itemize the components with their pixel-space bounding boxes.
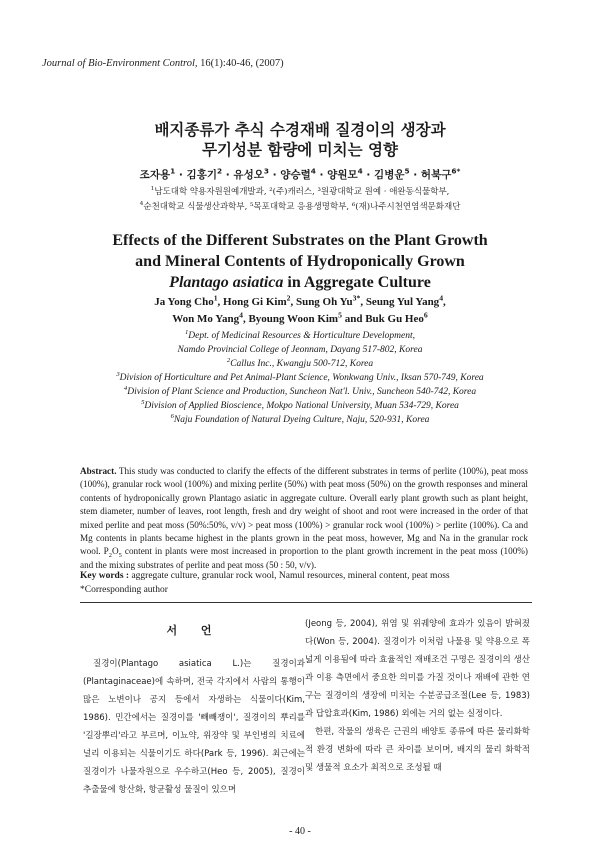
english-author-sup: 3* xyxy=(352,293,361,303)
english-author: Byoung Woon Kim xyxy=(248,313,339,325)
affil-text: Namdo Provincial College of Jeonnam, Dayang 517-802, Korea xyxy=(177,345,423,355)
korean-author-1: 조자용 xyxy=(139,169,171,181)
journal-citation xyxy=(42,58,284,69)
affil-sup: 5 xyxy=(141,398,145,406)
korean-affil-sup: 4 xyxy=(139,200,144,208)
english-author-sup: 4 xyxy=(439,293,444,303)
english-author-sup: 2 xyxy=(286,293,291,303)
english-affiliation xyxy=(0,371,600,385)
section-divider xyxy=(80,602,532,603)
author-separator: · xyxy=(409,169,421,181)
affil-sup: 3 xyxy=(116,370,120,378)
korean-author-2: 김홍기 xyxy=(186,169,217,181)
author-separator: · xyxy=(315,169,328,181)
author-separator: · xyxy=(362,169,375,181)
english-title xyxy=(0,230,600,293)
affil-text: Division of Plant Science and Production, Suncheon Nat'l. Univ., Suncheon 540-742, Korea xyxy=(127,387,477,397)
korean-author-7: 허북구 xyxy=(420,169,452,181)
korean-affil-text: 남도대학 약용자원원예개발과, ²(주)캐러스, ³원광대학교 원예 · 애완동식물학부, xyxy=(154,187,450,197)
affil-text: Division of Applied Bioscience, Mokpo National University, Muan 534-729, Korea xyxy=(144,401,459,411)
english-affiliation xyxy=(0,343,600,357)
english-author: Seung Yul Yang xyxy=(365,296,440,308)
abstract-text: content in plants were most increased in proportion to the plant growth increment in the peat moss (100%) and the mixing substrates of perlite and peat moss (50 : 50, v/v). xyxy=(80,546,528,570)
journal-ref: 16(1):40-46, (2007) xyxy=(200,58,284,69)
korean-authors xyxy=(0,167,600,182)
korean-author-4-sup: 4 xyxy=(310,166,316,176)
english-author-sup: 1 xyxy=(213,293,218,303)
affil-text: Naju Foundation of Natural Dyeing Culture, Naju, 520-931, Korea xyxy=(173,415,430,425)
english-authors-line1: Ja Yong Cho$^1$, Hong Gi Kim$^2$, Sung Oh $Yu^{3*}$, Seung Yul Yang$^4$, xyxy=(154,293,446,308)
abstract-subscript: 2 xyxy=(108,552,113,560)
english-affiliation xyxy=(0,399,600,413)
korean-affil-text: 순천대학교 식물생산과학부, ⁵목포대학교 응용생명학부, ⁶(재)나주시천연염색문화재단 xyxy=(143,202,461,212)
english-affiliation xyxy=(0,329,600,343)
korean-title-line1: 배지종류가 추식 수경재배 질경이의 생장과 xyxy=(154,121,446,139)
english-author: Ja Yong Cho xyxy=(154,296,214,308)
english-title-line2: and Mineral Contents of Hydroponically Grown xyxy=(135,253,465,270)
section-heading-introduction: 서 언 xyxy=(166,624,222,637)
english-author-sup: 4 xyxy=(239,310,243,320)
page-number: - 40 - xyxy=(289,826,311,837)
korean-author-6-sup: 5 xyxy=(404,166,410,176)
korean-author-3-sup: 3 xyxy=(263,166,269,176)
english-author: Won Mo Yang xyxy=(172,313,240,325)
abstract xyxy=(80,465,528,572)
english-author-sup: 6 xyxy=(423,310,428,320)
korean-author-5-sup: 4 xyxy=(357,166,363,176)
korean-affiliation-line2 xyxy=(0,200,600,215)
affil-text: Callus Inc., Kwangju 500-712, Korea xyxy=(230,359,374,369)
english-affiliation xyxy=(0,385,600,399)
korean-affiliation-line1 xyxy=(0,185,600,200)
body-paragraph: 질경이(Plantago asiatica L.)는 질경이과(Plantaginaceae)에 속하며, 전국 각지에서 사람의 통행이 많은 노변이나 공지 등에서 자생하는 식물이다(Kim, 1986). 민간에서는 질경이를 '빼빼쟁이', 질경이의 뿌리를 '길장뿌리'라고 부르며, 이뇨약, 위장약 및 부인병의 치료에 널리 이용되는 식물이기도 하다(Park 등, 1996). 최근에는 질경이가 나물자원으로 우수하고(Heo 등, 2005), 질경이 추출물에 항산화, 항균활성 물질이 있으며 xyxy=(83,659,305,795)
body-column-left xyxy=(83,615,305,799)
affil-sup: 6 xyxy=(170,412,174,420)
body-column-right xyxy=(305,615,530,777)
abstract-text: O xyxy=(112,546,119,557)
korean-affiliations xyxy=(0,185,600,215)
english-authors-line2: Won Mo Yang$^4$, Byoung Woon Kim$^5$ and Buk Gu Heo$^6$ xyxy=(172,310,428,325)
english-title-line3-rest: in Aggregate Culture xyxy=(283,274,431,291)
korean-title-line2: 무기성분 함량에 미치는 영향 xyxy=(202,141,398,159)
english-author: Sung Oh Yu xyxy=(295,296,353,308)
affil-sup: 4 xyxy=(123,384,128,392)
affil-text: Dept. of Medicinal Resources & Horticulture Development, xyxy=(188,331,416,341)
author-separator: · xyxy=(222,169,234,181)
korean-title xyxy=(0,120,600,160)
author-separator: · xyxy=(268,169,281,181)
korean-author-5: 양원모 xyxy=(327,169,358,181)
korean-affil-sup: 1 xyxy=(150,185,155,193)
corresponding-author-note: *Corresponding author xyxy=(80,585,168,595)
journal-name: Journal of Bio-Environment Control, xyxy=(42,58,198,69)
english-title-line3 xyxy=(0,272,600,293)
body-paragraph: 한편, 작물의 생육은 근권의 배양토 종류에 따른 물리화학적 환경 변화에 따라 큰 차이를 보이며, 배지의 물리 화학적 및 생물적 요소가 최적으로 조성될 때 xyxy=(305,727,530,773)
korean-author-2-sup: 2 xyxy=(216,166,223,176)
english-author: Hong Gi Kim xyxy=(223,296,287,308)
korean-author-7-sup: 6* xyxy=(451,166,461,176)
english-affiliation xyxy=(0,357,600,371)
author-separator: · xyxy=(175,169,187,181)
korean-author-3: 유성오 xyxy=(233,169,264,181)
keywords-text: aggregate culture, granular rock wool, Namul resources, mineral content, peat moss xyxy=(129,571,450,581)
abstract-label: Abstract. xyxy=(80,466,117,476)
korean-author-6: 김병운 xyxy=(374,169,405,181)
english-author: and Buk Gu Heo xyxy=(344,313,424,325)
korean-author-4: 양승렬 xyxy=(280,169,311,181)
species-name: Plantago asiatica xyxy=(169,274,284,291)
english-affiliations xyxy=(0,329,600,427)
korean-author-1-sup: 1 xyxy=(170,166,176,176)
abstract-text: This study was conducted to clarify the effects of the different substrates in terms of perlite (100%), peat moss (100%), granular rock wool (100%) and mixing perlite (50%) with peat moss (50%) on the growth responses and mineral contents of hydroponically grown Plantago asiatic in aggregate culture. Overall early plant growth such as plant height, stem diameter, number of leaves, root length, fresh and dry weight of shoot and root were increased in the order of that mixed perlite and peat moss (50%:50%, v/v) > peat moss (100%) > granular rock wool (100%) > perlite (100%). Ca and Mg contents in plants became highest in the plants grown in the peat moss, however, Mg and Na in the granular rock wool. P xyxy=(80,466,528,557)
abstract-subscript: 5 xyxy=(118,552,122,560)
affil-sup: 2 xyxy=(226,356,231,364)
english-author-sup: 5 xyxy=(338,310,342,320)
english-authors xyxy=(0,294,600,328)
keywords xyxy=(80,569,528,583)
body-paragraph: (Jeong 등, 2004), 위염 및 위궤양에 효과가 있음이 밝혀졌다(Won 등, 2004). 질경이가 이처럼 나물용 및 약용으로 폭넓게 이용됨에 따라 효율적인 재배조건 구명은 질경이의 생산과 이용 측면에서 중요한 의미를 가질 것이나 재배에 관한 연구는 질경이의 생장에 미치는 수분공급조절(Lee 등, 1983)과 답압효과(Kim, 1986) 외에는 거의 없는 실정이다. xyxy=(305,619,530,719)
affil-text: Division of Horticulture and Pet Animal-Plant Science, Wonkwang Univ., Iksan 570-749, Korea xyxy=(119,373,484,383)
affil-sup: 1 xyxy=(184,328,189,336)
english-affiliation xyxy=(0,413,600,427)
keywords-label: Key words : xyxy=(80,571,130,581)
english-title-line1: Effects of the Different Substrates on the Plant Growth xyxy=(112,232,488,249)
